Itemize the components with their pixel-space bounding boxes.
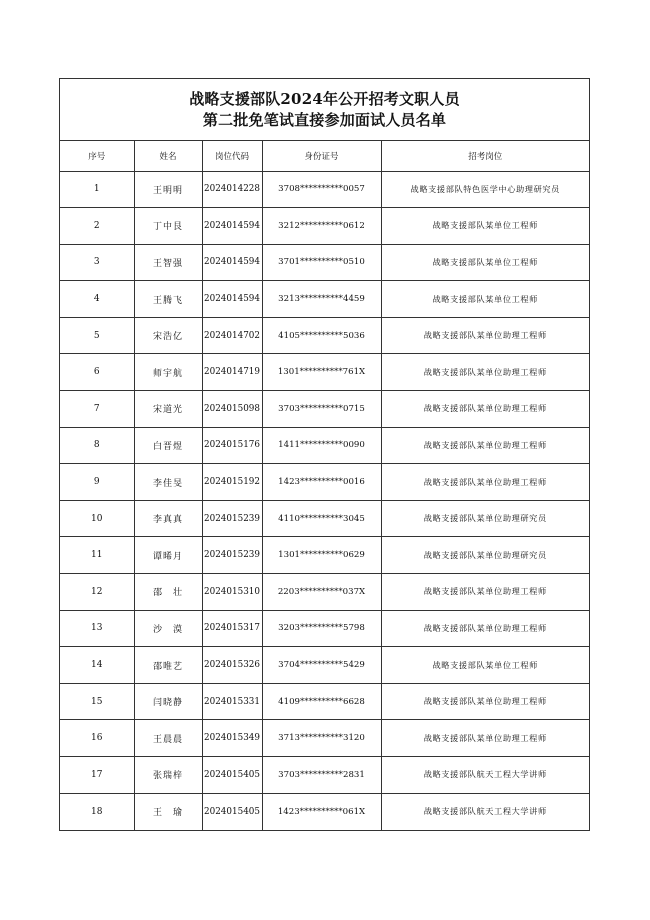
cell-position: 战略支援部队某单位助理工程师 bbox=[381, 574, 589, 611]
cell-id-number: 1301**********761X bbox=[262, 354, 381, 391]
cell-id-number: 3701**********0510 bbox=[262, 244, 381, 281]
cell-seq: 4 bbox=[60, 281, 134, 318]
table-row bbox=[60, 757, 589, 794]
cell-seq: 16 bbox=[60, 720, 134, 757]
header-name: 姓名 bbox=[134, 141, 202, 171]
cell-id-number: 3703**********2831 bbox=[262, 757, 381, 794]
cell-position-code: 2024015317 bbox=[202, 610, 262, 647]
cell-name: 邵唯艺 bbox=[134, 647, 202, 684]
cell-position: 战略支援部队航天工程大学讲师 bbox=[423, 806, 547, 817]
table-row bbox=[60, 647, 589, 684]
cell-position: 战略支援部队某单位工程师 bbox=[381, 244, 589, 281]
cell-position-code: 2024015326 bbox=[202, 647, 262, 684]
roster-sheet bbox=[59, 78, 590, 831]
cell-position-code: 2024015310 bbox=[202, 574, 262, 611]
cell-seq: 6 bbox=[60, 354, 134, 391]
cell-id-number: 1411**********0090 bbox=[262, 427, 381, 464]
cell-position-code: 2024015176 bbox=[202, 427, 262, 464]
cell-position: 战略支援部队某单位助理研究员 bbox=[381, 500, 589, 537]
table-row bbox=[60, 427, 589, 464]
cell-position: 战略支援部队某单位助理工程师 bbox=[381, 720, 589, 757]
header-row bbox=[60, 141, 589, 171]
cell-name: 王智强 bbox=[134, 244, 202, 281]
cell-position-code: 2024014594 bbox=[202, 208, 262, 245]
cell-position-code: 2024015331 bbox=[202, 683, 262, 720]
cell-seq: 18 bbox=[60, 793, 134, 830]
cell-position-code: 2024014719 bbox=[202, 354, 262, 391]
table-row bbox=[60, 720, 589, 757]
table-row bbox=[60, 683, 589, 720]
cell-name: 邵 壮 bbox=[134, 574, 202, 611]
cell-position-code: 2024015239 bbox=[202, 537, 262, 574]
cell-seq: 8 bbox=[60, 427, 134, 464]
table-row bbox=[60, 171, 589, 208]
cell-name: 王晨晨 bbox=[134, 720, 202, 757]
cell-name: 王腾飞 bbox=[134, 281, 202, 318]
cell-id-number: 3212**********0612 bbox=[262, 208, 381, 245]
cell-id-number: 3703**********0715 bbox=[262, 391, 381, 428]
cell-name: 沙 漠 bbox=[134, 610, 202, 647]
cell-seq: 15 bbox=[60, 683, 134, 720]
cell-name: 王明明 bbox=[134, 171, 202, 208]
table-row bbox=[60, 610, 589, 647]
cell-name: 谭晞月 bbox=[134, 537, 202, 574]
cell-name: 张瑞梓 bbox=[134, 757, 202, 794]
table-row bbox=[60, 354, 589, 391]
cell-id-number: 1423**********061X bbox=[262, 793, 381, 830]
cell-seq: 9 bbox=[60, 464, 134, 501]
cell-id-number: 3203**********5798 bbox=[262, 610, 381, 647]
cell-position-code: 2024014228 bbox=[202, 171, 262, 208]
cell-seq: 11 bbox=[60, 537, 134, 574]
table-row bbox=[60, 537, 589, 574]
cell-id-number: 3213**********4459 bbox=[262, 281, 381, 318]
cell-position: 战略支援部队某单位助理工程师 bbox=[381, 464, 589, 501]
cell-position: 战略支援部队某单位助理工程师 bbox=[381, 317, 589, 354]
table-row bbox=[60, 208, 589, 245]
title-line-1: 战略支援部队2024年公开招考文职人员 bbox=[189, 89, 460, 108]
cell-id-number: 4105**********5036 bbox=[262, 317, 381, 354]
cell-seq: 2 bbox=[60, 208, 134, 245]
cell-id-number: 3704**********5429 bbox=[262, 647, 381, 684]
header-seq: 序号 bbox=[60, 141, 134, 171]
cell-name: 李真真 bbox=[134, 500, 202, 537]
cell-position-code: 2024015098 bbox=[202, 391, 262, 428]
cell-seq: 13 bbox=[60, 610, 134, 647]
cell-seq: 14 bbox=[60, 647, 134, 684]
table-header bbox=[60, 141, 589, 171]
cell-name: 宋浩亿 bbox=[134, 317, 202, 354]
cell-seq: 7 bbox=[60, 391, 134, 428]
cell-name: 丁中艮 bbox=[134, 208, 202, 245]
cell-position: 战略支援部队航天工程大学讲师 bbox=[381, 757, 589, 794]
cell-seq: 5 bbox=[60, 317, 134, 354]
cell-position-code: 2024015405 bbox=[202, 757, 262, 794]
cell-id-number: 3713**********3120 bbox=[262, 720, 381, 757]
cell-id-number: 4109**********6628 bbox=[262, 683, 381, 720]
cell-position: 战略支援部队特色医学中心助理研究员 bbox=[381, 171, 589, 208]
cell-id-number: 1423**********0016 bbox=[262, 464, 381, 501]
cell-id-number: 2203**********037X bbox=[262, 574, 381, 611]
cell-position: 战略支援部队某单位助理工程师 bbox=[381, 610, 589, 647]
cell-seq: 3 bbox=[60, 244, 134, 281]
title-line-2: 第二批免笔试直接参加面试人员名单 bbox=[202, 110, 447, 129]
cell-name: 李佳旻 bbox=[134, 464, 202, 501]
cell-position: 战略支援部队某单位助理工程师 bbox=[381, 391, 589, 428]
candidate-table bbox=[60, 141, 589, 830]
table-row bbox=[60, 793, 589, 830]
cell-position-code: 2024015349 bbox=[202, 720, 262, 757]
cell-position-code: 2024014702 bbox=[202, 317, 262, 354]
table-body bbox=[60, 171, 589, 830]
header-position-code: 岗位代码 bbox=[202, 141, 262, 171]
cell-seq: 10 bbox=[60, 500, 134, 537]
cell-position: 战略支援部队某单位工程师 bbox=[381, 647, 589, 684]
cell-position-code: 2024014594 bbox=[202, 281, 262, 318]
cell-seq: 12 bbox=[60, 574, 134, 611]
cell-id-number: 3708**********0057 bbox=[262, 171, 381, 208]
table-row bbox=[60, 391, 589, 428]
cell-position: 战略支援部队某单位助理工程师 bbox=[381, 683, 589, 720]
table-row bbox=[60, 464, 589, 501]
cell-name: 宋道光 bbox=[134, 391, 202, 428]
table-row bbox=[60, 244, 589, 281]
cell-name: 闫晓静 bbox=[134, 683, 202, 720]
table-row bbox=[60, 317, 589, 354]
cell-position: 战略支援部队某单位工程师 bbox=[381, 281, 589, 318]
header-id-number: 身份证号 bbox=[262, 141, 381, 171]
cell-id-number: 1301**********0629 bbox=[262, 537, 381, 574]
cell-position: 战略支援部队某单位助理工程师 bbox=[381, 354, 589, 391]
cell-position: 战略支援部队某单位工程师 bbox=[381, 208, 589, 245]
header-position: 招考岗位 bbox=[381, 141, 589, 171]
cell-seq: 17 bbox=[60, 757, 134, 794]
cell-seq: 1 bbox=[60, 171, 134, 208]
table-row bbox=[60, 281, 589, 318]
cell-name: 师宇航 bbox=[134, 354, 202, 391]
table-row bbox=[60, 574, 589, 611]
document-title bbox=[60, 79, 589, 141]
cell-position-code: 2024015239 bbox=[202, 500, 262, 537]
cell-id-number: 4110**********3045 bbox=[262, 500, 381, 537]
table-row bbox=[60, 500, 589, 537]
cell-position-code: 2024015405 bbox=[202, 793, 262, 830]
cell-name: 王 瑜 bbox=[134, 793, 202, 830]
cell-name: 白晋煜 bbox=[134, 427, 202, 464]
cell-position-code: 2024015192 bbox=[202, 464, 262, 501]
cell-position: 战略支援部队某单位助理工程师 bbox=[381, 427, 589, 464]
cell-position-code: 2024014594 bbox=[202, 244, 262, 281]
cell-position: 战略支援部队某单位助理研究员 bbox=[381, 537, 589, 574]
